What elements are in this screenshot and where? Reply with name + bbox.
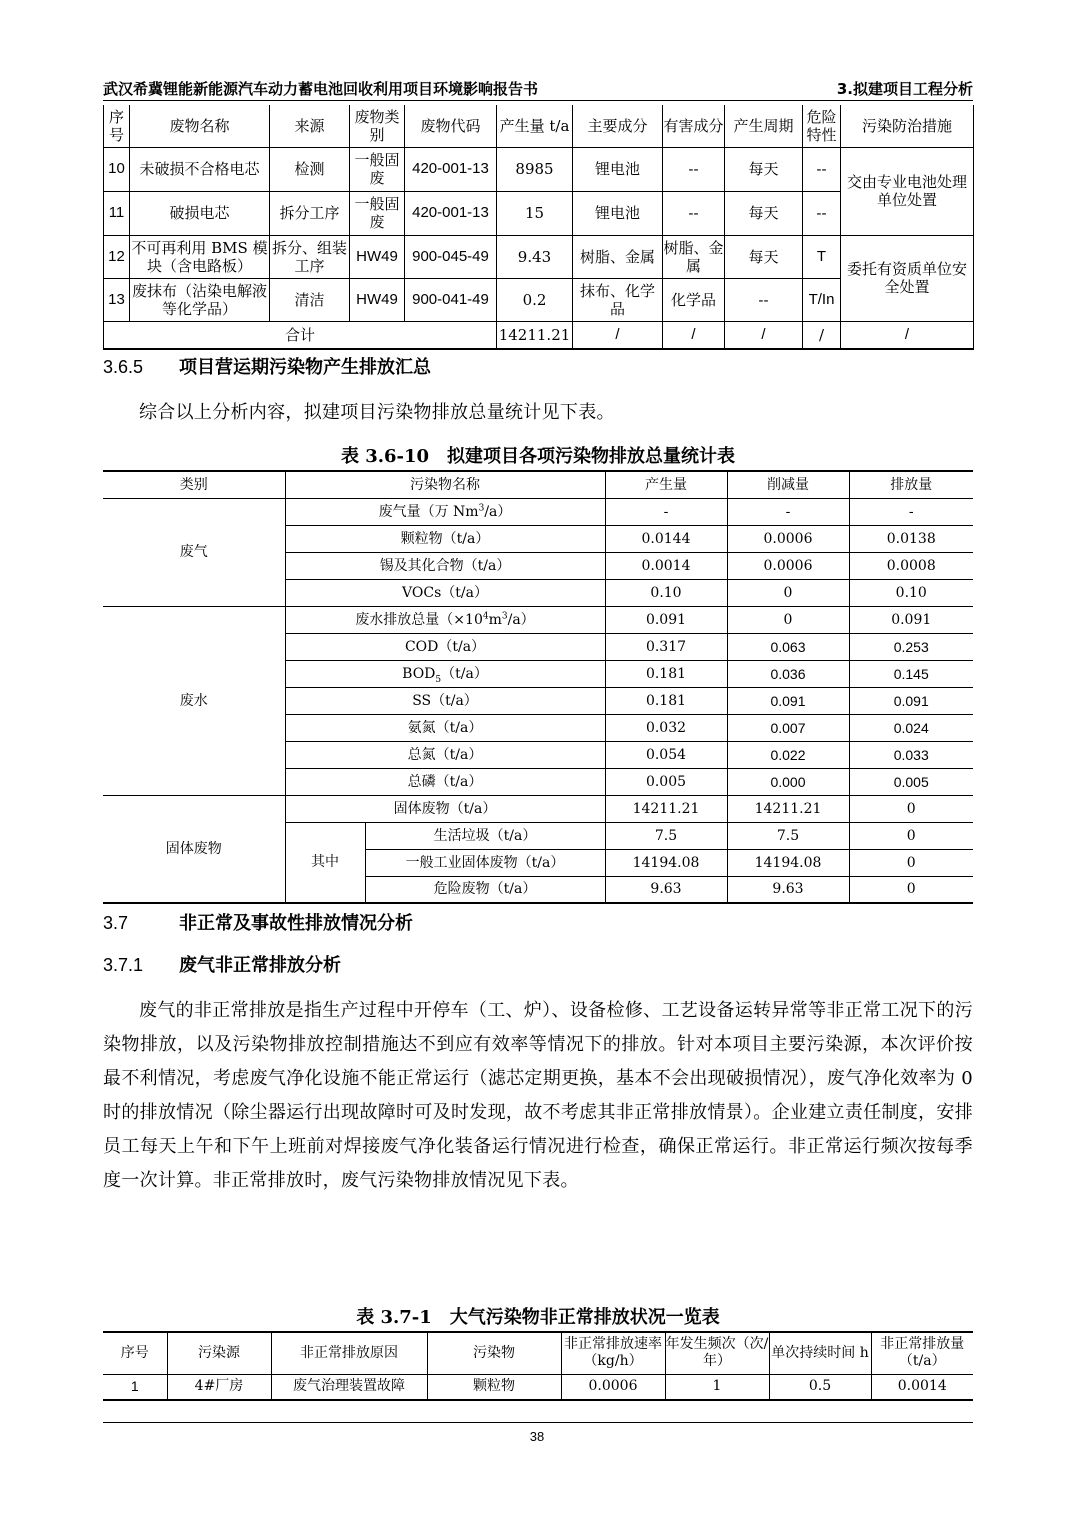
pollutant-name: 锡及其化合物（t/a） <box>285 552 605 579</box>
cell: 0 <box>849 876 973 903</box>
cell: 10 <box>104 147 130 191</box>
category-solid: 固体废物 <box>103 795 285 903</box>
cell: 0.0006 <box>561 1374 665 1400</box>
pollutant-name: 一般工业固体废物（t/a） <box>365 849 605 876</box>
cell: 900-045-49 <box>405 235 497 278</box>
cell: 1 <box>665 1374 769 1400</box>
col-header: 排放量 <box>849 471 973 498</box>
cell: 未破损不合格电芯 <box>130 147 270 191</box>
cell: -- <box>725 278 803 321</box>
cell: 14194.08 <box>605 849 727 876</box>
section-title: 项目营运期污染物产生排放汇总 <box>179 357 431 378</box>
table-row <box>104 147 974 191</box>
cell: 每天 <box>725 147 803 191</box>
cell: / <box>841 321 974 349</box>
cell: 15 <box>497 191 573 235</box>
category-water: 废水 <box>103 606 285 795</box>
cell: 0.253 <box>849 633 973 660</box>
cell: 420-001-13 <box>405 147 497 191</box>
col-header: 类别 <box>103 471 285 498</box>
cell: 0.032 <box>605 714 727 741</box>
pollutant-name: 危险废物（t/a） <box>365 876 605 903</box>
pollutant-name: 总磷（t/a） <box>285 768 605 795</box>
cell: / <box>725 321 803 349</box>
cell: 1 <box>103 1374 167 1400</box>
emission-summary-table <box>103 470 973 904</box>
section-heading-3-7 <box>103 909 413 935</box>
table-row <box>103 498 973 525</box>
cell: 0.0138 <box>849 525 973 552</box>
col-header: 有害成分 <box>663 105 725 147</box>
table-row <box>103 795 973 822</box>
cell: / <box>663 321 725 349</box>
cell: 9.63 <box>605 876 727 903</box>
table-row <box>103 1374 973 1400</box>
cell: 0.0008 <box>849 552 973 579</box>
cell: 0.054 <box>605 741 727 768</box>
header-chapter: 3.拟建项目工程分析 <box>836 80 973 98</box>
cell: 0.181 <box>605 660 727 687</box>
table-caption: 表 3.7-1 大气污染物非正常排放状况一览表 <box>356 1307 720 1328</box>
cell: 0.181 <box>605 687 727 714</box>
cell: 一般固废 <box>350 191 405 235</box>
cell: 900-041-49 <box>405 278 497 321</box>
paragraph: 综合以上分析内容，拟建项目污染物排放总量统计见下表。 <box>139 402 615 423</box>
col-header: 废物类别 <box>350 105 405 147</box>
pollutant-name: $BOD_5(t/a)$ <box>285 660 605 687</box>
cell: 14194.08 <box>727 849 849 876</box>
col-header: 废物代码 <box>405 105 497 147</box>
table-caption: 表 3.6-10 拟建项目各项污染物排放总量统计表 <box>340 446 736 467</box>
cell: 废气治理装置故障 <box>271 1374 427 1400</box>
cell: - <box>605 498 727 525</box>
col-header: 削减量 <box>727 471 849 498</box>
cell: 0.2 <box>497 278 573 321</box>
cell: 0 <box>849 822 973 849</box>
cell: 清洁 <box>270 278 350 321</box>
cell: 拆分工序 <box>270 191 350 235</box>
cell: 0 <box>727 606 849 633</box>
table-row <box>104 235 974 278</box>
cell: 每天 <box>725 235 803 278</box>
cell: 13 <box>104 278 130 321</box>
paragraph: 废气的非正常排放是指生产过程中开停车（工、炉）、设备检修、工艺设备运转异常等非正常工况下的污染物排放，以及污染物排放控制措施达不到应有效率等情况下的排放。针对本项目主要污染源，本次评价按最不利情况，考虑废气净化设施不能正常运行（滤芯定期更换，基本不会出现破损情况），废气净化效率为 0 时的排放情况（除尘器运行出现故障时可及时发现，故不考虑其非正常排放情景）。企业建立责任制度，安排员工每天上午和下午上班前对焊接废气净化装备运行情况进行检查，确保正常运行。非正常运行频次按每季度一次计算。非正常排放时，废气污染物排放情况见下表。 <box>103 1000 973 1191</box>
cell-measure: 交由专业电池处理单位处置 <box>841 147 974 235</box>
cell: T/In <box>803 278 841 321</box>
col-header: 产生周期 <box>725 105 803 147</box>
col-header: 主要成分 <box>573 105 663 147</box>
cell: 一般固废 <box>350 147 405 191</box>
cell: 0.024 <box>849 714 973 741</box>
emission-table-header <box>103 471 973 498</box>
cell: 0.0144 <box>605 525 727 552</box>
cell: -- <box>663 147 725 191</box>
col-header: 年发生频次（次/年） <box>665 1332 769 1374</box>
cell: 0.145 <box>849 660 973 687</box>
cell: 9.63 <box>727 876 849 903</box>
cell: 0.000 <box>727 768 849 795</box>
cell: 14211.21 <box>727 795 849 822</box>
col-header: 序号 <box>104 105 130 147</box>
col-header: 产生量 t/a <box>497 105 573 147</box>
abnormal-table-header <box>103 1332 973 1374</box>
section-title: 废气非正常排放分析 <box>179 955 341 976</box>
cell: 0.091 <box>849 687 973 714</box>
cell: 12 <box>104 235 130 278</box>
cell: 0.5 <box>769 1374 871 1400</box>
table-row <box>103 606 973 633</box>
pollutant-name: VOCs（t/a） <box>285 579 605 606</box>
pollutant-name: 固体废物（t/a） <box>285 795 605 822</box>
cell: 4#厂房 <box>167 1374 271 1400</box>
cell: 0.033 <box>849 741 973 768</box>
cell: 0.091 <box>849 606 973 633</box>
cell: 锂电池 <box>573 147 663 191</box>
cell: 每天 <box>725 191 803 235</box>
cell: 废抹布（沾染电解液等化学品） <box>130 278 270 321</box>
cell: 0.0006 <box>727 525 849 552</box>
pollutant-name: 颗粒物（t/a） <box>285 525 605 552</box>
table-total-row <box>104 321 974 349</box>
col-header: 产生量 <box>605 471 727 498</box>
total-amount: 14211.21 <box>497 321 573 349</box>
cell: HW49 <box>350 235 405 278</box>
cell: 树脂、金属 <box>663 235 725 278</box>
col-header: 危险特性 <box>803 105 841 147</box>
section-heading-3-7-1 <box>103 951 341 977</box>
cell: 0.063 <box>727 633 849 660</box>
pollutant-name: SS（t/a） <box>285 687 605 714</box>
cell: 7.5 <box>727 822 849 849</box>
cell: 抹布、化学品 <box>573 278 663 321</box>
cell: 检测 <box>270 147 350 191</box>
waste-table-header <box>104 105 974 147</box>
cell: 树脂、金属 <box>573 235 663 278</box>
cell: 0 <box>727 579 849 606</box>
cell: 0.091 <box>605 606 727 633</box>
pollutant-name: 废水排放总量$(\times 10^4m^3/a)$ <box>285 606 605 633</box>
col-header: 序号 <box>103 1332 167 1374</box>
cell: / <box>573 321 663 349</box>
cell: 0.0014 <box>605 552 727 579</box>
category-gas: 废气 <box>103 498 285 606</box>
cell: 0.005 <box>605 768 727 795</box>
col-header: 非正常排放量（t/a） <box>871 1332 973 1374</box>
cell: 破损电芯 <box>130 191 270 235</box>
pollutant-name: 废气量（万 Nm$^3$/a） <box>285 498 605 525</box>
cell: 0.0014 <box>871 1374 973 1400</box>
col-header: 废物名称 <box>130 105 270 147</box>
cell: 0.10 <box>849 579 973 606</box>
cell: 7.5 <box>605 822 727 849</box>
page-number: 38 <box>529 1429 545 1444</box>
col-header: 污染物 <box>427 1332 561 1374</box>
cell: 0.0006 <box>727 552 849 579</box>
pollutant-name: 氨氮（t/a） <box>285 714 605 741</box>
section-number: 3.6.5 <box>103 357 144 377</box>
col-header: 污染物名称 <box>285 471 605 498</box>
cell-measure: 委托有资质单位安全处置 <box>841 235 974 321</box>
pollutant-name: 生活垃圾（t/a） <box>365 822 605 849</box>
cell: -- <box>663 191 725 235</box>
header-report-title: 武汉希冀锂能新能源汽车动力蓄电池回收利用项目环境影响报告书 <box>103 80 539 98</box>
footer-divider <box>103 1422 973 1423</box>
section-number: 3.7 <box>103 913 129 933</box>
cell: -- <box>803 191 841 235</box>
cell: 14211.21 <box>605 795 727 822</box>
section-title: 非正常及事故性排放情况分析 <box>179 913 413 934</box>
cell: 化学品 <box>663 278 725 321</box>
cell: 拆分、组装工序 <box>270 235 350 278</box>
col-header: 污染源 <box>167 1332 271 1374</box>
cell: 0.317 <box>605 633 727 660</box>
col-header: 来源 <box>270 105 350 147</box>
cell: 不可再利用 BMS 模块（含电路板） <box>130 235 270 278</box>
cell: 0.10 <box>605 579 727 606</box>
cell: 0.022 <box>727 741 849 768</box>
abnormal-emission-table <box>103 1331 973 1401</box>
waste-table <box>103 105 974 350</box>
cell: 锂电池 <box>573 191 663 235</box>
pollutant-name: COD（t/a） <box>285 633 605 660</box>
cell: - <box>727 498 849 525</box>
page-header <box>103 76 973 101</box>
section-number: 3.7.1 <box>103 955 144 975</box>
cell: 0.007 <box>727 714 849 741</box>
total-label: 合计 <box>104 321 497 349</box>
cell: 0.005 <box>849 768 973 795</box>
col-header: 非正常排放原因 <box>271 1332 427 1374</box>
col-header: 污染防治措施 <box>841 105 974 147</box>
subcategory-label: 其中 <box>285 822 365 903</box>
cell: T <box>803 235 841 278</box>
cell: 0 <box>849 849 973 876</box>
cell: 0 <box>849 795 973 822</box>
section-heading-3-6-5 <box>103 353 431 379</box>
pollutant-name: 总氮（t/a） <box>285 741 605 768</box>
cell: 420-001-13 <box>405 191 497 235</box>
cell: -- <box>803 147 841 191</box>
cell: HW49 <box>350 278 405 321</box>
cell: 颗粒物 <box>427 1374 561 1400</box>
col-header: 非正常排放速率（kg/h） <box>561 1332 665 1374</box>
cell: 8985 <box>497 147 573 191</box>
cell: - <box>849 498 973 525</box>
cell: 11 <box>104 191 130 235</box>
col-header: 单次持续时间 h <box>769 1332 871 1374</box>
cell: 0.036 <box>727 660 849 687</box>
cell: / <box>803 321 841 349</box>
cell: 0.091 <box>727 687 849 714</box>
cell: 9.43 <box>497 235 573 278</box>
